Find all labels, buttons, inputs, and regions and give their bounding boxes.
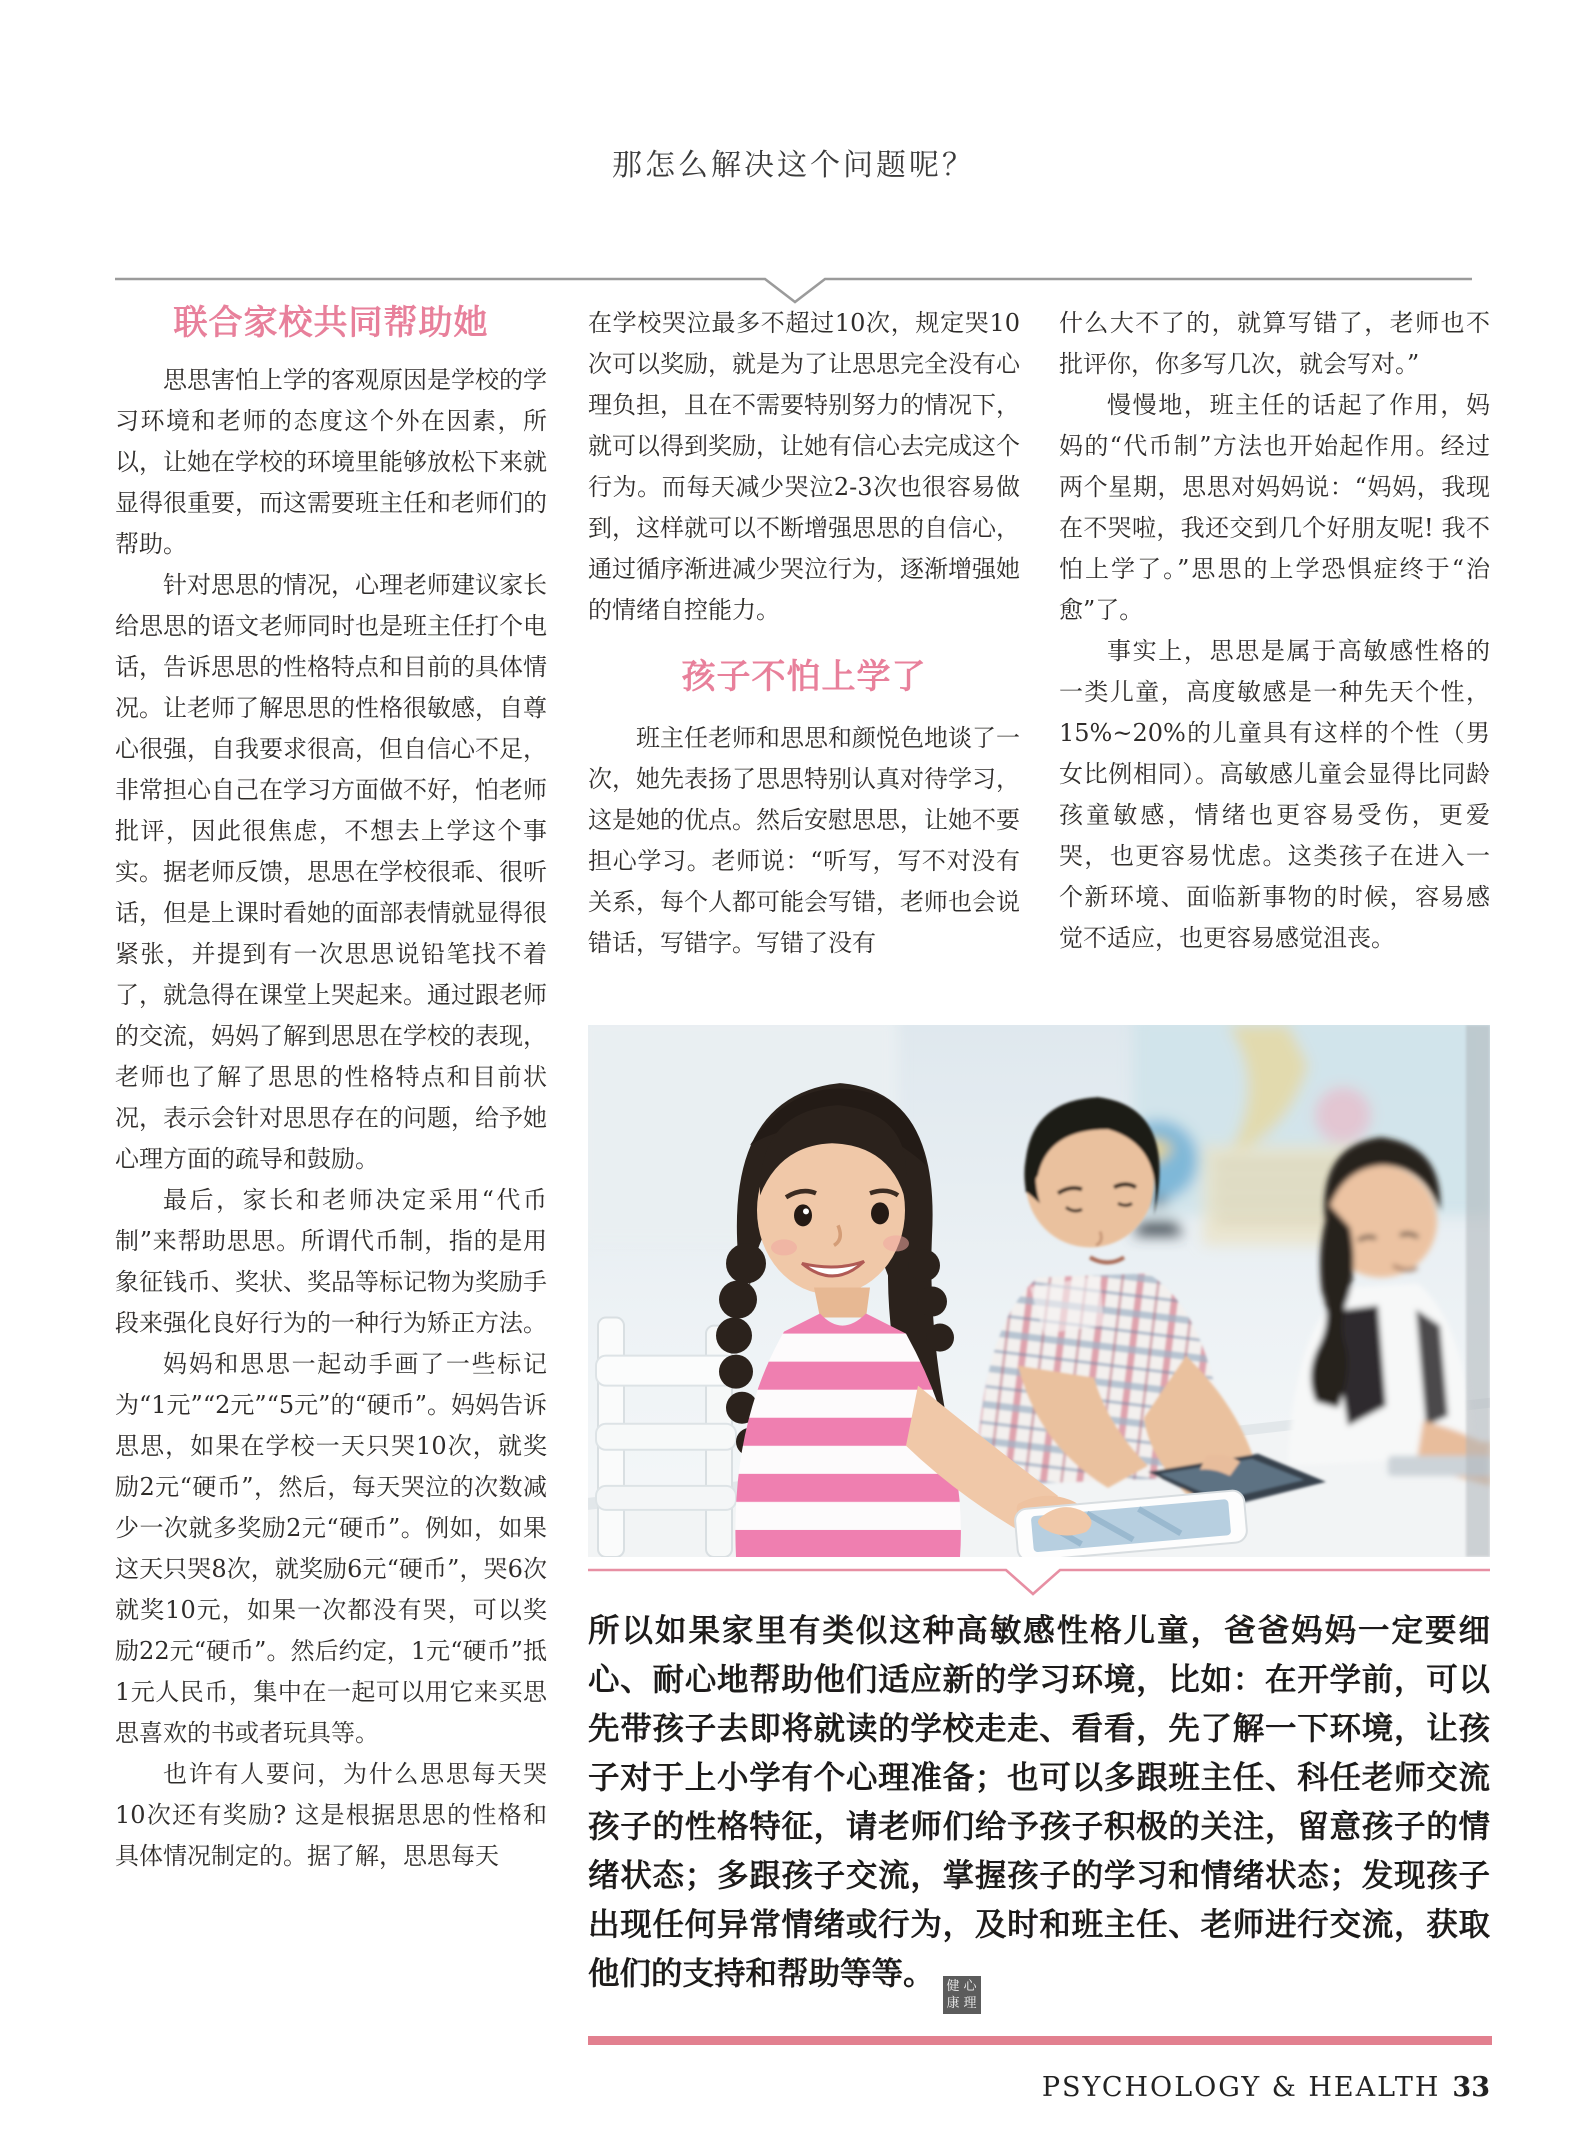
- paragraph: 事实上，思思是属于高敏感性格的一类儿童，高度敏感是一种先天个性，15%~20%的儿童具有这样的个性（男女比例相同）。高敏感儿童会显得比同龄孩童敏感，情绪也更容易受伤，更爱哭，也更容易忧虑。这类孩子在进入一个新环境、面临新事物的时候，容易感觉不适应，也更容易感觉沮丧。: [1059, 637, 1490, 952]
- paragraph: 最后，家长和老师决定采用“代币制”来帮助思思。所谓代币制，指的是用象征钱币、奖状、奖品等标记物为奖励手段来强化良好行为的一种行为矫正方法。: [115, 1186, 547, 1337]
- paragraph: 针对思思的情况，心理老师建议家长给思思的语文老师同时也是班主任打个电话，告诉思思的性格特点和目前的具体情况。让老师了解思思的性格很敏感，自尊心很强，自我要求很高，但自信心不足，非常担心自己在学习方面做不好，怕老师批评，因此很焦虑，不想去上学这个事实。据老师反馈，思思在学校很乖、很听话，但是上课时看她的面部表情就显得很紧张，并提到有一次思思说铅笔找不着了，就急得在课堂上哭起来。通过跟老师的交流，妈妈了解到思思在学校的表现，老师也了解了思思的性格特点和目前状况，表示会针对思思存在的问题，给予她心理方面的疏导和鼓励。: [115, 571, 547, 1173]
- paragraph-continuation: 在学校哭泣最多不超过10次，规定哭10次可以奖励，就是为了让思思完全没有心理负担，且在不需要特别努力的情况下，就可以得到奖励，让她有信心去完成这个行为。而每天减少哭泣2-3次也很容易做到，这样就可以不断增强思思的自信心，通过循序渐进减少哭泣行为，逐渐增强她的情绪自控能力。: [588, 309, 1020, 624]
- seal-char: 心: [963, 1979, 977, 1994]
- page-header-title: 那怎么解决这个问题呢？: [612, 148, 975, 183]
- paragraph: 也许有人要问，为什么思思每天哭10次还有奖励? 这是根据思思的性格和具体情况制定的。据了解，思思每天: [115, 1760, 547, 1870]
- photo-divider-notched: [588, 1556, 1490, 1600]
- column-right: [1059, 303, 1490, 959]
- seal-char: 健: [946, 1979, 960, 1994]
- conclusion-paragraph: [588, 1606, 1490, 2014]
- section-heading-2: 孩子不怕上学了: [681, 657, 927, 697]
- footer-accent-bar: [588, 2036, 1492, 2045]
- classroom-photo: [588, 1025, 1490, 1557]
- section-heading-1: 联合家校共同帮助她: [173, 303, 489, 343]
- magazine-seal-icon: [943, 1976, 981, 2014]
- paragraph: 班主任老师和思思和颜悦色地谈了一次，她先表扬了思思特别认真对待学习，这是她的优点。然后安慰思思，让她不要担心学习。老师说：“听写，写不对没有关系，每个人都可能会写错，老师也会说错话，写错字。写错了没有: [588, 724, 1020, 957]
- page-number: 33: [1452, 2072, 1490, 2103]
- magazine-brand: PSYCHOLOGY & HEALTH: [1041, 2072, 1441, 2103]
- seal-char: 理: [963, 1996, 977, 2011]
- paragraph-continuation: 什么大不了的，就算写错了，老师也不批评你，你多写几次，就会写对。”: [1059, 309, 1490, 378]
- paragraph: 慢慢地，班主任的话起了作用，妈妈的“代币制”方法也开始起作用。经过两个星期，思思对妈妈说：“妈妈，我现在不哭啦，我还交到几个好朋友呢! 我不怕上学了。”思思的上学恐惧症终于“治愈”了。: [1059, 391, 1490, 624]
- page-footer: [1042, 2072, 1490, 2103]
- column-middle: [588, 303, 1020, 964]
- seal-char: 康: [946, 1996, 960, 2011]
- paragraph: 思思害怕上学的客观原因是学校的学习环境和老师的态度这个外在因素，所以，让她在学校的环境里能够放松下来就显得很重要，而这需要班主任和老师们的帮助。: [115, 366, 547, 558]
- paragraph: 妈妈和思思一起动手画了一些标记为“1元”“2元”“5元”的“硬币”。妈妈告诉思思，如果在学校一天只哭10次，就奖励2元“硬币”，然后，每天哭泣的次数减少一次就多奖励2元“硬币”。例如，如果这天只哭8次，就奖励6元“硬币”，哭6次就奖10元，如果一次都没有哭，可以奖励22元“硬币”。然后约定，1元“硬币”抵1元人民币，集中在一起可以用它来买思思喜欢的书或者玩具等。: [115, 1350, 547, 1747]
- conclusion-text: 所以如果家里有类似这种高敏感性格儿童，爸爸妈妈一定要细心、耐心地帮助他们适应新的学习环境，比如：在开学前，可以先带孩子去即将就读的学校走走、看看，先了解一下环境，让孩子对于上小学有个心理准备；也可以多跟班主任、科任老师交流孩子的性格特征，请老师们给予孩子积极的关注，留意孩子的情绪状态；多跟孩子交流，掌握孩子的学习和情绪状态；发现孩子出现任何异常情绪或行为，及时和班主任、老师进行交流，获取他们的支持和帮助等等。: [588, 1612, 1490, 1992]
- column-left: [115, 303, 547, 1877]
